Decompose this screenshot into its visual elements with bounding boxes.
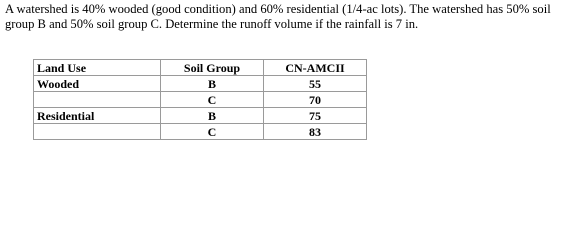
table-header-row (34, 60, 367, 76)
curve-number-table-container (33, 59, 367, 140)
cell-soil-group: C (161, 124, 264, 140)
header-land-use: Land Use (34, 60, 161, 76)
cell-land-use (34, 124, 161, 140)
cell-land-use (34, 92, 161, 108)
table-row (34, 92, 367, 108)
cell-land-use: Wooded (34, 76, 161, 92)
cell-cn: 70 (264, 92, 367, 108)
cell-soil-group: B (161, 76, 264, 92)
problem-statement: A watershed is 40% wooded (good condition) and 60% residential (1/4-ac lots). The watershed has 50% soil group B and 50% soil group C. Determine the runoff volume if the rainfall is 7 in. (5, 2, 551, 31)
table-row (34, 76, 367, 92)
cell-cn: 75 (264, 108, 367, 124)
cell-cn: 83 (264, 124, 367, 140)
table-row (34, 108, 367, 124)
cell-cn: 55 (264, 76, 367, 92)
curve-number-table (33, 59, 367, 140)
table-row (34, 124, 367, 140)
cell-land-use: Residential (34, 108, 161, 124)
header-cn-amcii: CN-AMCII (264, 60, 367, 76)
header-soil-group: Soil Group (161, 60, 264, 76)
cell-soil-group: C (161, 92, 264, 108)
cell-soil-group: B (161, 108, 264, 124)
